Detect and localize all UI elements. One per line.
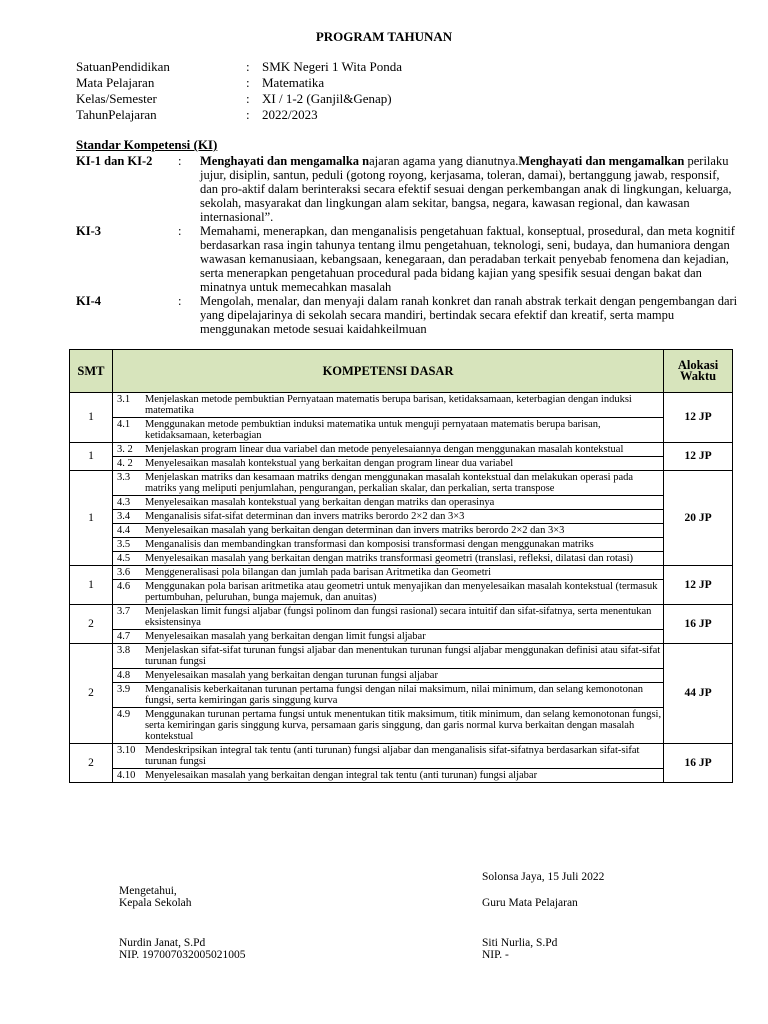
identity-label: Mata Pelajaran: [76, 75, 155, 90]
kd-item: [113, 417, 663, 442]
kd-cell: [112, 605, 663, 644]
identity-value: SMK Negeri 1 Wita Ponda: [262, 59, 403, 74]
smt-cell: 1: [70, 393, 113, 443]
kd-item: [113, 509, 663, 523]
identity-colon: :: [246, 107, 250, 122]
kd-cell: [112, 393, 663, 443]
kd-cell: [112, 644, 663, 744]
alokasi-cell: 12 JP: [664, 443, 733, 471]
kd-text: Menganalisis keberkaitanan turunan pertama fungsi dengan nilai maksimum, nilai minimum, dan selang kemonotonan fungsi, serta kemiringan garis singgung kurva: [144, 684, 643, 706]
table-header-row: [70, 350, 733, 393]
identity-label: TahunPelajaran: [76, 107, 157, 122]
kd-text: Menyelesaikan masalah kontekstual yang berkaitan dengan program linear dua variabel: [144, 458, 514, 469]
kd-text: Menjelaskan metode pembuktian Pernyataan matematis berupa barisan, ketidaksamaan, keterbagian dengan induksi matematika: [144, 394, 632, 416]
kd-item: [113, 537, 663, 551]
kd-text: Menggeneralisasi pola bilangan dan jumlah pada barisan Aritmetika dan Geometri: [144, 567, 492, 578]
kd-text: Menggunakan metode pembuktian induksi matematika untuk menguji pernyataan matematis berupa barisan, ketidaksamaan, keterbagian: [144, 419, 601, 441]
alokasi-cell: 16 JP: [664, 605, 733, 644]
signature-teacher-title: Guru Mata Pelajaran: [482, 897, 578, 909]
ki-label: KI-3: [76, 224, 101, 238]
signature-teacher-nip: NIP. -: [482, 949, 509, 961]
table-row: [70, 566, 733, 605]
identity-colon: :: [246, 91, 250, 106]
kd-number: 4.7: [116, 631, 131, 642]
kd-item: [113, 495, 663, 509]
smt-cell: 1: [70, 471, 113, 566]
kd-number: 3.1: [116, 394, 131, 405]
signature-teacher-name: Siti Nurlia, S.Pd: [482, 937, 558, 949]
kd-item: [113, 566, 663, 579]
kd-item: [113, 605, 663, 629]
alokasi-cell: 12 JP: [664, 393, 733, 443]
kd-number: 4.9: [116, 709, 131, 720]
kd-cell: [112, 744, 663, 783]
kd-text: Menjelaskan sifat-sifat turunan fungsi aljabar dan menentukan turunan fungsi aljabar menggunakan definisi atau sifat-sifat turunan fungsi: [144, 645, 661, 667]
kd-text: Menganalisis sifat-sifat determinan dan invers matriks berordo 2×2 dan 3×3: [144, 511, 465, 522]
ki-text-part: ajaran agama yang dianutnya.: [369, 154, 519, 168]
kd-number: 3.9: [116, 684, 131, 695]
alokasi-cell: 20 JP: [664, 471, 733, 566]
smt-cell: 2: [70, 744, 113, 783]
kd-number: 3.3: [116, 472, 131, 483]
kd-number: 4.4: [116, 525, 131, 536]
identity-value: Matematika: [262, 75, 325, 90]
kd-item: [113, 629, 663, 643]
alokasi-cell: 12 JP: [664, 566, 733, 605]
smt-cell: 2: [70, 605, 113, 644]
kd-item: [113, 471, 663, 495]
kd-item: [113, 393, 663, 417]
kd-text: Menggunakan turunan pertama fungsi untuk menentukan titik maksimum, titik minimum, dan selang kemonotonan fungsi, serta kemiringan garis singgung kurva, persamaan garis singgung, dan garis normal kurva berkaitan dengan masalah kontekstual: [144, 709, 662, 742]
ki-colon: :: [178, 224, 182, 238]
signature-principal-name: Nurdin Janat, S.Pd: [119, 937, 206, 949]
kd-number: 3.5: [116, 539, 131, 550]
identity-colon: :: [246, 75, 250, 90]
header-kompetensi-dasar: KOMPETENSI DASAR: [112, 350, 663, 393]
table-row: [70, 744, 733, 783]
table-row: [70, 443, 733, 471]
ki-text: [200, 154, 740, 224]
ki-colon: :: [178, 294, 182, 308]
signature-place-date: Solonsa Jaya, 15 Juli 2022: [482, 871, 605, 883]
header-alokasi-waktu: Alokasi Waktu: [664, 350, 733, 393]
header-smt: SMT: [70, 350, 113, 393]
signature-principal-title: Kepala Sekolah: [119, 897, 192, 909]
kd-text: Menyelesaikan masalah yang berkaitan dengan limit fungsi aljabar: [144, 631, 426, 642]
kd-text: Menganalisis dan membandingkan transformasi dan komposisi transformasi dengan menggunakan matriks: [144, 539, 594, 550]
ki-label: KI-1 dan KI-2: [76, 154, 153, 168]
signature-acknowledge: Mengetahui,: [119, 885, 177, 897]
ki-heading: Standar Kompetensi (KI): [76, 137, 218, 152]
table-row: [70, 644, 733, 744]
kd-text: Menyelesaikan masalah yang berkaitan dengan determinan dan invers matriks berordo 2×2 dan 3×3: [144, 525, 565, 536]
kompetensi-dasar-table: [69, 349, 733, 783]
identity-label: SatuanPendidikan: [76, 59, 170, 74]
ki-label: KI-4: [76, 294, 101, 308]
table-row: [70, 393, 733, 443]
kd-item: [113, 551, 663, 565]
kd-text: Menyelesaikan masalah kontekstual yang berkaitan dengan matriks dan operasinya: [144, 497, 495, 508]
ki-text-part: perilaku jujur, disiplin, santun, peduli (gotong royong, kerjasama, toleran, damai), bertanggung jawab, responsif, dan pro-aktif dalam berinteraksi secara efektif sesuai dengan perkembangan anak di lingkungan, keluarga, sekolah, masyarakat dan lingkungan alam sekitar, bangsa, negara, kawasan regional, dan kawasan internasional”.: [200, 154, 732, 224]
alokasi-cell: 44 JP: [664, 644, 733, 744]
kd-number: 4.6: [116, 581, 131, 592]
table-row: [70, 605, 733, 644]
kd-item: [113, 707, 663, 743]
kd-number: 4.1: [116, 419, 131, 430]
kd-text: Menjelaskan limit fungsi aljabar (fungsi polinom dan fungsi rasional) secara intuitif dan sifat-sifatnya, serta menentukan eksistensinya: [144, 606, 652, 628]
kd-cell: [112, 471, 663, 566]
identity-value: 2022/2023: [262, 107, 318, 122]
kd-item: [113, 443, 663, 456]
kd-number: 3.8: [116, 645, 131, 656]
kd-text: Mendeskripsikan integral tak tentu (anti turunan) fungsi aljabar dan menganalisis sifat-sifatnya berdasarkan sifat-sifat turunan fungsi: [144, 745, 640, 767]
kd-number: 4.8: [116, 670, 131, 681]
ki-colon: :: [178, 154, 182, 168]
kd-number: 3.7: [116, 606, 131, 617]
kd-number: 4.10: [116, 770, 136, 781]
identity-value: XI / 1-2 (Ganjil&Genap): [262, 91, 392, 106]
kd-item: [113, 644, 663, 668]
ki-text: Mengolah, menalar, dan menyaji dalam ranah konkret dan ranah abstrak terkait dengan pengembangan dari yang dipelajarinya di sekolah secara mandiri, bertindak secara efektif dan kreatif, serta mampu menggunakan metode sesuai kaidahkeilmuan: [200, 294, 738, 336]
identity-label: Kelas/Semester: [76, 91, 157, 106]
kd-item: [113, 668, 663, 682]
kd-item: [113, 744, 663, 768]
kd-number: 3.10: [116, 745, 136, 756]
identity-colon: :: [246, 59, 250, 74]
kd-item: [113, 682, 663, 707]
table-row: [70, 471, 733, 566]
kd-text: Menyelesaikan masalah yang berkaitan dengan matriks transformasi geometri (translasi, refleksi, dilatasi dan rotasi): [144, 553, 634, 564]
kd-item: [113, 579, 663, 604]
smt-cell: 2: [70, 644, 113, 744]
kd-text: Menjelaskan matriks dan kesamaan matriks dengan menggunakan masalah kontekstual dan melakukan operasi pada matriks yang meliputi penjumlahan, pengurangan, perkalian skalar, dan perkalian, serta transpose: [144, 472, 634, 494]
kd-text: Menyelesaikan masalah yang berkaitan dengan integral tak tentu (anti turunan) fungsi aljabar: [144, 770, 538, 781]
kd-text: Menggunakan pola barisan aritmetika atau geometri untuk menyajikan dan menyelesaikan masalah kontekstual (termasuk pertumbuhan, peluruhan, bunga majemuk, dan anuitas): [144, 581, 658, 603]
signature-principal-nip: NIP. 197007032005021005: [119, 949, 246, 961]
alokasi-cell: 16 JP: [664, 744, 733, 783]
page-title: PROGRAM TAHUNAN: [315, 29, 453, 44]
kd-cell: [112, 443, 663, 471]
kd-text: Menjelaskan program linear dua variabel dan metode penyelesaiannya dengan menggunakan masalah kontekstual: [144, 444, 624, 455]
ki-bold-part: Menghayati dan mengamalkan: [518, 154, 685, 168]
kd-number: 4. 2: [116, 458, 133, 469]
ki-text: Memahami, menerapkan, dan menganalisis pengetahuan faktual, konseptual, prosedural, dan meta kognitif berdasarkan rasa ingin tahunya tentang ilmu pengetahuan, teknologi, seni, budaya, dan humaniora dengan wawasan kemanusiaan, kebangsaan, kenegaraan, dan peradaban terkait penyebab fenomena dan kejadian, serta menerapkan pengetahuan procedural pada bidang kajian yang spesifik sesuai dengan bakat dan minatnya untuk memecahkan masalah: [200, 224, 735, 294]
kd-cell: [112, 566, 663, 605]
kd-number: 3. 2: [116, 444, 133, 455]
kd-number: 4.5: [116, 553, 131, 564]
kd-number: 4.3: [116, 497, 131, 508]
smt-cell: 1: [70, 443, 113, 471]
kd-number: 3.4: [116, 511, 131, 522]
smt-cell: 1: [70, 566, 113, 605]
kd-text: Menyelesaikan masalah yang berkaitan dengan turunan fungsi aljabar: [144, 670, 438, 681]
kd-number: 3.6: [116, 567, 131, 578]
kd-item: [113, 456, 663, 470]
kd-item: [113, 768, 663, 782]
ki-bold-part: Menghayati dan mengamalka n: [200, 154, 370, 168]
kd-item: [113, 523, 663, 537]
